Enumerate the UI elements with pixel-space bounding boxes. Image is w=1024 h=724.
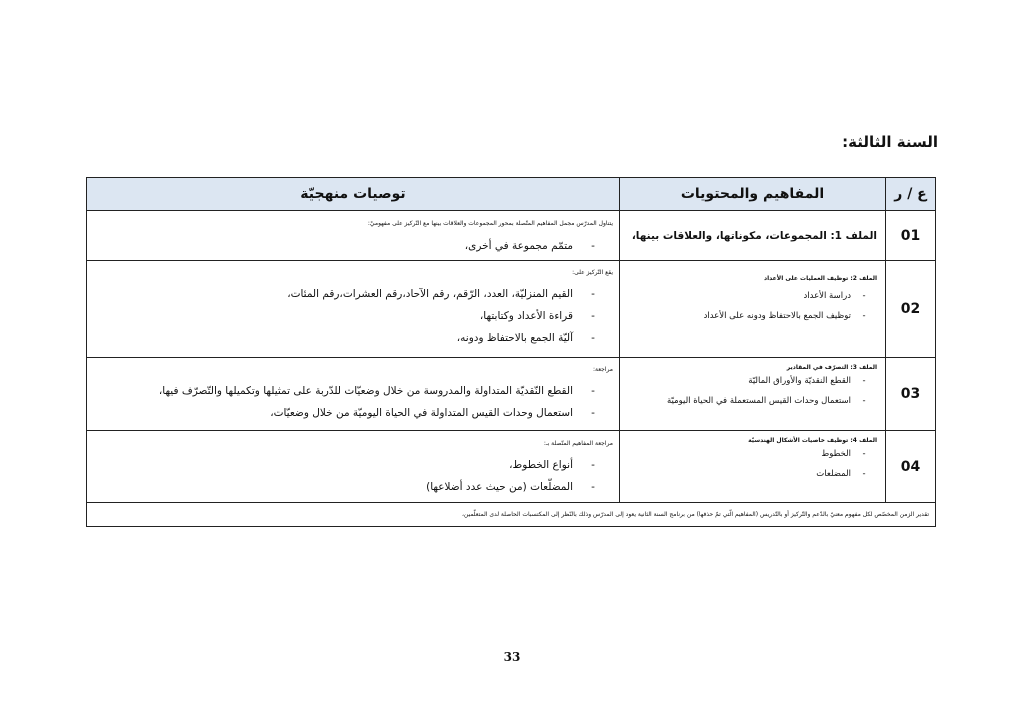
header-concepts: المفاهيم والمحتويات	[619, 178, 885, 210]
concept-title: الملف 1: المجموعات، مكوناتها، والعلاقات بينها،	[631, 229, 877, 242]
recommendation-intro: يقع التّركيز على:	[572, 269, 613, 276]
bullet-dash: -	[862, 449, 866, 459]
bullet-dash: -	[591, 310, 595, 322]
concept-title: الملف 4: توظيف خاصيات الأشكال الهندسيّة	[748, 437, 877, 444]
header-recommendations: توصيات منهجيّة	[300, 186, 406, 202]
bullet-dash: -	[862, 469, 866, 479]
bullet-dash: -	[591, 332, 595, 344]
row-number: 04	[900, 458, 921, 475]
row-number-cell	[885, 431, 935, 502]
row-number: 02	[900, 301, 921, 317]
page-number: 33	[503, 650, 521, 664]
recommendation-item	[87, 454, 613, 476]
recommendation-item	[87, 402, 613, 424]
concept-item-text: دراسة الأعداد	[803, 291, 851, 301]
recommendation-item	[87, 235, 613, 257]
row-number-cell	[885, 211, 935, 260]
recommendation-text: القيم المنزليّة، العدد، الرّقم، رقم الآحاد،رقم العشرات،رقم المئات،	[287, 288, 573, 300]
concept-item	[620, 371, 877, 391]
row-number: 03	[900, 386, 921, 402]
concept-cell	[619, 261, 885, 357]
row-number-cell	[885, 358, 935, 430]
bullet-dash: -	[862, 376, 866, 386]
recommendation-cell	[87, 358, 619, 430]
recommendation-item	[87, 476, 613, 498]
recommendation-text: قراءة الأعداد وكتابتها،	[479, 310, 573, 322]
recommendation-item	[87, 327, 613, 349]
concept-item-text: توظيف الجمع بالاحتفاظ ودونه على الأعداد	[703, 311, 851, 321]
concept-item	[620, 306, 877, 326]
recommendation-intro: يتناول المدرّس مجمل المفاهيم المتّصلة بمحور المجموعات والعلاقات بينها مع التّركيز على مفهوميْ:	[367, 220, 613, 227]
recommendation-text: متمّم مجموعة في أخرى،	[464, 240, 573, 252]
row-number-cell	[885, 261, 935, 357]
bullet-dash: -	[862, 291, 866, 301]
concept-item	[620, 444, 877, 464]
recommendation-text: آليّة الجمع بالاحتفاظ ودونه،	[456, 332, 573, 344]
table-row	[87, 261, 935, 358]
table-footer-row	[87, 503, 935, 526]
concept-item	[620, 464, 877, 484]
recommendation-cell	[87, 431, 619, 502]
concept-title: الملف 2: توظيف العمليات على الأعداد	[764, 275, 877, 282]
bullet-dash: -	[591, 288, 595, 300]
row-number: 01	[900, 227, 921, 244]
recommendation-intro: مراجعة:	[592, 366, 613, 373]
recommendation-text: المضلّعات (من حيث عدد أضلاعها)	[426, 481, 573, 493]
table-header-row	[87, 178, 935, 211]
concept-cell	[619, 211, 885, 260]
recommendation-item	[87, 305, 613, 327]
concept-item-text: الخطوط	[821, 449, 851, 459]
bullet-dash: -	[591, 459, 595, 471]
concept-cell	[619, 431, 885, 502]
recommendation-cell	[87, 261, 619, 357]
recommendation-text: استعمال وحدات القيس المتداولة في الحياة اليوميّة من خلال وضعيّات،	[270, 407, 573, 419]
table-row	[87, 431, 935, 503]
recommendation-cell	[87, 211, 619, 260]
page-heading: السنة الثالثة:	[842, 133, 938, 151]
bullet-dash: -	[862, 396, 866, 406]
recommendation-item	[87, 283, 613, 305]
concept-cell	[619, 358, 885, 430]
header-number: ع / ر	[885, 178, 935, 210]
concept-item-text: المضلعات	[816, 469, 851, 479]
recommendation-item	[87, 380, 613, 402]
recommendation-text: أنواع الخطوط،	[509, 459, 573, 471]
bullet-dash: -	[591, 240, 595, 252]
recommendation-text: القطع النّقديّة المتداولة والمدروسة من خلال وضعيّات للدّربة على تمثيلها وتكميلها والتّصرّف فيها،	[158, 385, 573, 397]
concept-item-text: استعمال وحدات القيس المستعملة في الحياة اليوميّة	[666, 396, 851, 406]
table-row	[87, 211, 935, 261]
footer-note: تقدير الزمن المخصّص لكل مفهوم معنيّ بالدّعم والتّركيز أو بالتّدريس (المفاهيم الّتي تمّ حذفها) من برنامج السنة الثانية يعود إلى المدرّس وذلك بالنّظر إلى المكتسبات الحاصلة لدى المتعلّمين،	[462, 511, 929, 518]
bullet-dash: -	[591, 407, 595, 419]
concept-item-text: القطع النقديّة والأوراق الماليّة	[748, 376, 851, 386]
curriculum-table	[86, 177, 936, 527]
concept-title: الملف 3: التصرّف في المقادير	[786, 364, 877, 371]
bullet-dash: -	[862, 311, 866, 321]
recommendation-intro: مراجعة المفاهيم المتّصلة بـ:	[543, 440, 613, 447]
bullet-dash: -	[591, 385, 595, 397]
concept-item	[620, 391, 877, 411]
table-row	[87, 358, 935, 431]
concept-item	[620, 286, 877, 306]
bullet-dash: -	[591, 481, 595, 493]
